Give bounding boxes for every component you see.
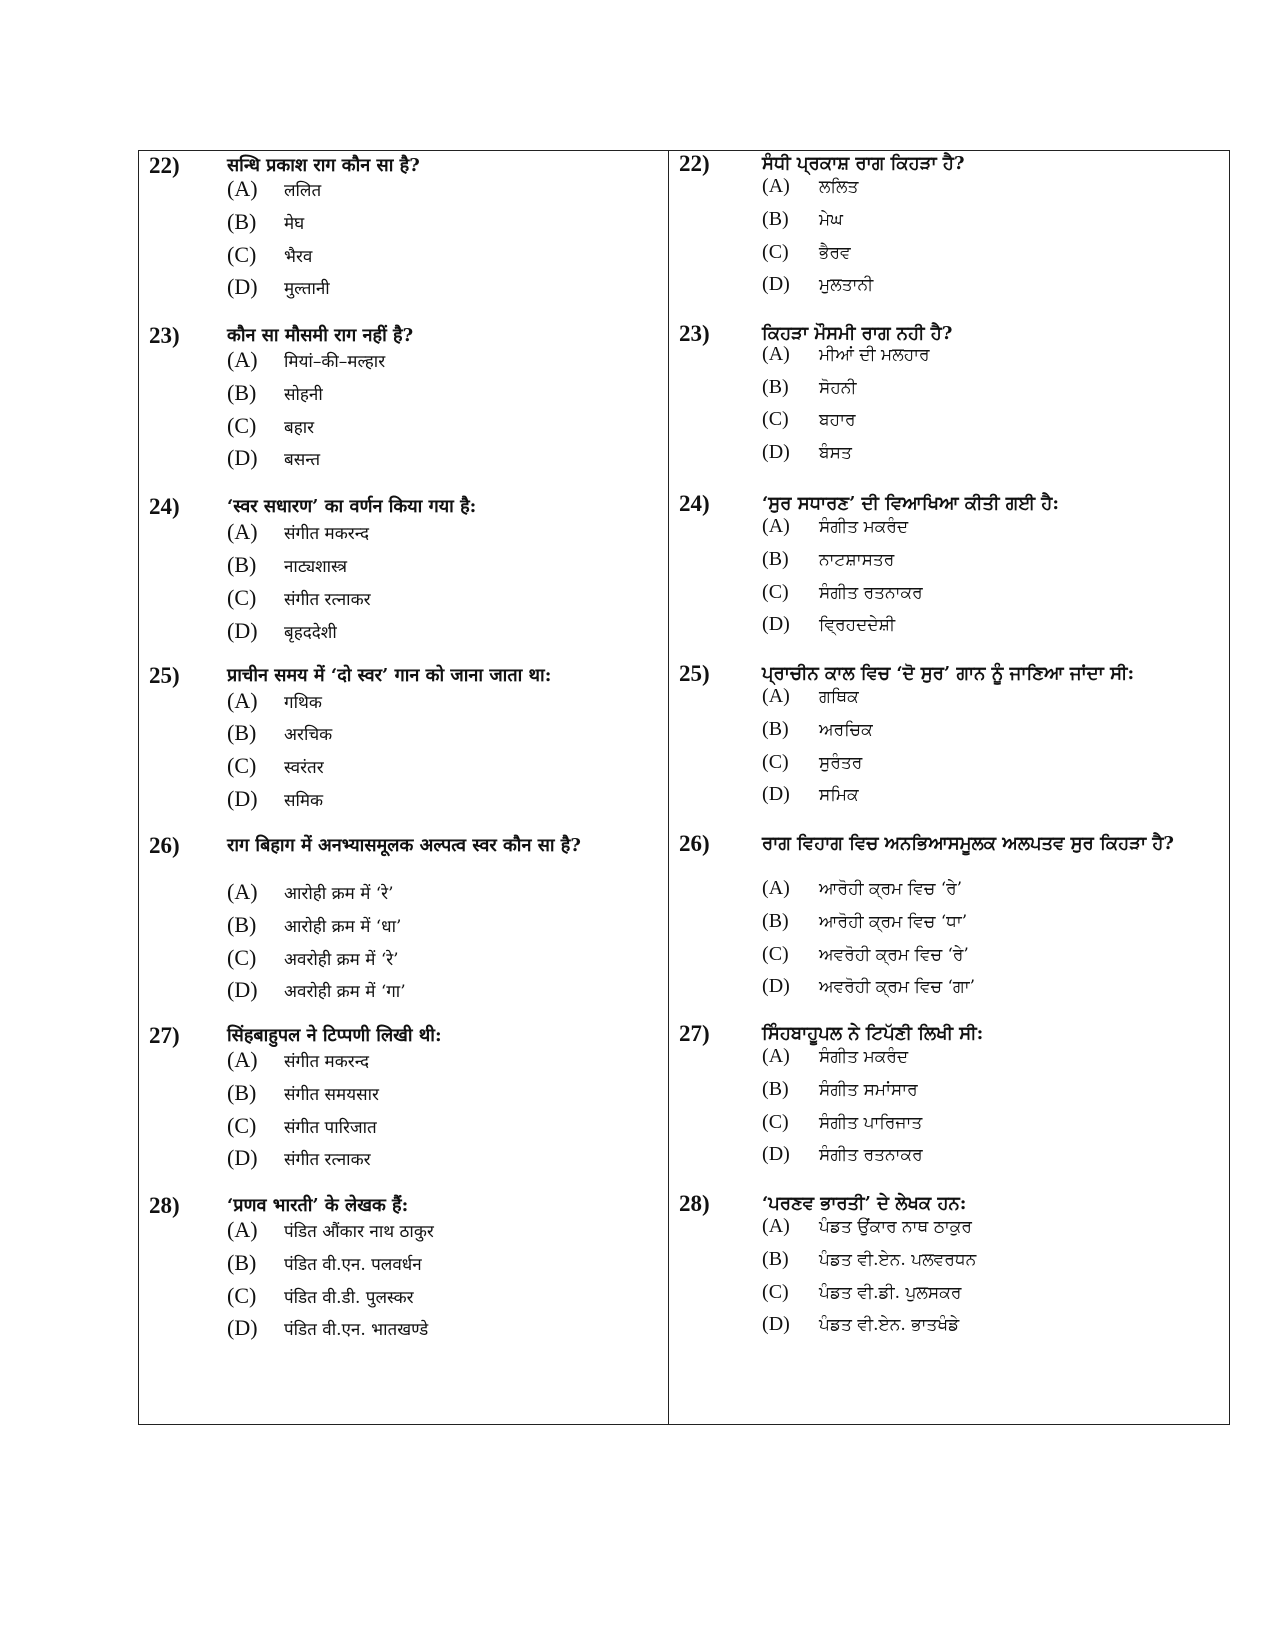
option-text: ਅਵਰੋਹੀ ਕ੍ਰਮ ਵਿਚ ‘ਗਾ’ (819, 977, 975, 997)
option-text: ਪੰਡਤ ਉਂਕਾਰ ਨਾਥ ਠਾਕੁਰ (819, 1217, 972, 1237)
option-b (227, 380, 323, 406)
option-a (762, 1045, 908, 1068)
option-c (227, 1113, 377, 1139)
option-text: पंडित वी.एन. भातखण्डे (284, 1320, 429, 1340)
question-number: 24) (149, 494, 180, 519)
option-label: (D) (762, 1143, 790, 1165)
option-b (227, 912, 401, 938)
option-text: ਬੰਸਤ (819, 443, 852, 463)
option-a (227, 176, 321, 202)
option-d (762, 441, 852, 464)
option-text: आरोही क्रम में ‘धा’ (284, 917, 402, 937)
option-label: (C) (762, 1281, 789, 1303)
option-text: सोहनी (284, 385, 323, 405)
option-text: ਗਥਿਕ (819, 687, 859, 707)
option-text: संगीत रत्नाकर (284, 1150, 371, 1170)
option-a (227, 1217, 434, 1243)
question-text: ਕਿਹੜਾ ਮੌਸਮੀ ਰਾਗ ਨਹੀ ਹੈ? (762, 323, 953, 344)
question-text: ਸਿੰਹਬਾਹੂਪਲ ਨੇ ਟਿਪੱਣੀ ਲਿਖੀ ਸੀ: (762, 1023, 984, 1044)
option-text: ਸੰਗੀਤ ਮਕਰੰਦ (819, 517, 909, 537)
option-text: ਭੈਰਵ (819, 243, 851, 263)
option-text: ਅਵਰੋਹੀ ਕ੍ਰਮ ਵਿਚ ‘ਰੇ’ (819, 945, 969, 965)
question-text: ਪ੍ਰਾਚੀਨ ਕਾਲ ਵਿਚ ‘ਦੋ ਸੁਰ’ ਗਾਨ ਨੂੰ ਜਾਣਿਆ ਜਾਂਦਾ ਸੀ: (762, 663, 1135, 684)
option-label: (C) (227, 1283, 257, 1308)
option-label: (C) (227, 242, 257, 267)
option-a (762, 175, 858, 198)
option-label: (B) (227, 209, 257, 234)
option-label: (A) (227, 1217, 258, 1242)
option-c (762, 581, 923, 604)
question-number: 27) (149, 1023, 180, 1048)
option-label: (D) (227, 977, 258, 1002)
option-text: ਸੋਹਨੀ (819, 378, 857, 398)
option-label: (D) (762, 441, 790, 463)
question-number: 22) (149, 153, 180, 178)
option-text: ਆਰੋਹੀ ਕ੍ਰਮ ਵਿਚ ‘ਧਾ’ (819, 912, 968, 932)
option-c (227, 585, 371, 611)
option-d (762, 613, 895, 636)
option-label: (B) (762, 718, 789, 740)
option-text: संगीत रत्नाकर (284, 590, 371, 610)
option-label: (A) (227, 1047, 258, 1072)
option-text: ਬਹਾਰ (819, 410, 856, 430)
option-text: ਨਾਟਸ਼ਾਸਤਰ (819, 550, 895, 570)
option-text: अवरोही क्रम में ‘गा’ (284, 982, 406, 1002)
option-d (227, 445, 320, 471)
option-label: (C) (227, 585, 257, 610)
option-text: अरचिक (284, 725, 333, 745)
option-a (227, 688, 322, 714)
option-c (227, 753, 324, 779)
option-text: अवरोही क्रम में ‘रे’ (284, 950, 399, 970)
question-number: 26) (679, 831, 710, 856)
option-text: मेघ (284, 214, 305, 234)
option-label: (C) (227, 753, 257, 778)
question-number: 28) (679, 1191, 710, 1216)
option-label: (B) (762, 548, 789, 570)
option-a (762, 343, 930, 366)
question-number: 25) (149, 663, 180, 688)
punjabi-column (669, 151, 1229, 1424)
option-text: आरोही क्रम में ‘रे’ (284, 884, 394, 904)
option-text: समिक (284, 791, 324, 811)
option-label: (B) (227, 720, 257, 745)
option-label: (A) (762, 877, 790, 899)
option-d (227, 618, 337, 644)
option-b (762, 910, 967, 933)
option-b (762, 208, 843, 231)
question-number: 23) (149, 323, 180, 348)
option-label: (B) (762, 1248, 789, 1270)
option-text: मियां–की–मल्हार (284, 352, 386, 372)
option-label: (A) (227, 176, 258, 201)
option-c (762, 408, 855, 431)
option-label: (A) (227, 688, 258, 713)
option-text: ਲਲਿਤ (819, 177, 859, 197)
option-b (227, 720, 332, 746)
option-label: (C) (227, 1113, 257, 1138)
option-text: बसन्त (284, 450, 321, 470)
hindi-column (139, 151, 669, 1424)
option-label: (B) (762, 376, 789, 398)
option-text: ਸੰਗੀਤ ਰਤਨਾਕਰ (819, 1145, 923, 1165)
question-text: ‘स्वर सधारण’ का वर्णन किया गया है: (227, 496, 477, 517)
question-number: 28) (149, 1193, 180, 1218)
option-text: ਸੰਗੀਤ ਰਤਨਾਕਰ (819, 583, 923, 603)
option-label: (C) (762, 1111, 789, 1133)
option-b (227, 1250, 422, 1276)
option-text: मुल्तानी (284, 279, 330, 299)
question-text: सन्धि प्रकाश राग कौन सा है? (227, 155, 420, 176)
option-label: (C) (762, 751, 789, 773)
option-label: (C) (227, 945, 257, 970)
option-a (227, 1047, 369, 1073)
option-d (227, 1315, 428, 1341)
option-d (762, 975, 975, 998)
question-table (138, 150, 1230, 1425)
option-label: (A) (762, 685, 790, 707)
option-label: (A) (762, 1215, 790, 1237)
option-label: (D) (227, 445, 258, 470)
option-text: गथिक (284, 693, 322, 713)
option-d (227, 977, 406, 1003)
option-c (762, 241, 851, 264)
option-label: (A) (227, 347, 258, 372)
option-label: (D) (227, 1145, 258, 1170)
question-number: 26) (149, 833, 180, 858)
question-text: कौन सा मौसमी राग नहीं है? (227, 325, 414, 346)
option-text: ਪੰਡਤ ਵੀ.ਏਨ. ਭਾਤਖੰਡੇ (819, 1315, 960, 1335)
option-text: संगीत समयसार (284, 1085, 379, 1105)
option-label: (D) (762, 613, 790, 635)
option-a (762, 515, 908, 538)
option-a (762, 877, 962, 900)
option-text: ਮੁਲਤਾਨੀ (819, 275, 874, 295)
option-c (227, 1283, 414, 1309)
option-text: ਅਰਚਿਕ (819, 720, 873, 740)
option-label: (A) (762, 1045, 790, 1067)
question-number: 23) (679, 321, 710, 346)
option-c (762, 1111, 922, 1134)
option-label: (D) (227, 618, 258, 643)
option-label: (C) (762, 581, 789, 603)
option-d (762, 783, 859, 806)
option-label: (A) (762, 175, 790, 197)
question-text: राग बिहाग में अनभ्यासमूलक अल्पत्व स्वर कौन सा है? (227, 835, 581, 856)
question-text: ‘प्रणव भारती’ के लेखक हैं: (227, 1195, 409, 1216)
option-text: ਸੁਰੰਤਰ (819, 753, 863, 773)
question-number: 24) (679, 491, 710, 516)
option-text: बहार (284, 418, 315, 438)
question-text: ‘ਪਰਣਵ ਭਾਰਤੀ’ ਦੇ ਲੇਖਕ ਹਨ: (762, 1193, 967, 1214)
option-text: ਪੰਡਤ ਵੀ.ਏਨ. ਪਲਵਰਧਨ (819, 1250, 977, 1270)
option-b (762, 1078, 918, 1101)
option-c (762, 1281, 961, 1304)
question-text: प्राचीन समय में ‘दो स्वर’ गान को जाना जाता था: (227, 665, 552, 686)
option-label: (A) (227, 519, 258, 544)
option-text: संगीत पारिजात (284, 1118, 377, 1138)
option-label: (D) (227, 786, 258, 811)
question-number: 25) (679, 661, 710, 686)
option-text: ਸੰਗੀਤ ਪਾਰਿਜਾਤ (819, 1113, 923, 1133)
option-label: (C) (762, 943, 789, 965)
question-text: ‘ਸੁਰ ਸਧਾਰਣ’ ਦੀ ਵਿਆਖਿਆ ਕੀਤੀ ਗਈ ਹੈ: (762, 493, 1059, 514)
option-c (227, 945, 399, 971)
option-label: (B) (227, 912, 257, 937)
option-text: पंडित औंकार नाथ ठाकुर (284, 1222, 434, 1242)
option-text: बृहददेशी (284, 623, 337, 643)
question-text: ਸੰਧੀ ਪ੍ਰਕਾਸ਼ ਰਾਗ ਕਿਹੜਾ ਹੈ? (762, 153, 965, 174)
option-text: स्वरंतर (284, 758, 324, 778)
option-text: ਸੰਗੀਤ ਮਕਰੰਦ (819, 1047, 909, 1067)
option-text: भैरव (284, 247, 313, 267)
option-label: (B) (227, 552, 257, 577)
option-a (227, 879, 394, 905)
option-text: ਆਰੋਹੀ ਕ੍ਰਮ ਵਿਚ ‘ਰੇ’ (819, 879, 963, 899)
option-b (762, 376, 857, 399)
option-label: (C) (762, 408, 789, 430)
option-label: (C) (762, 241, 789, 263)
option-b (762, 718, 873, 741)
option-label: (B) (227, 380, 257, 405)
option-d (227, 786, 323, 812)
option-a (227, 347, 385, 373)
option-text: ਪੰਡਤ ਵੀ.ਡੀ. ਪੁਲਸਕਰ (819, 1283, 962, 1303)
option-label: (A) (762, 515, 790, 537)
option-d (762, 273, 873, 296)
option-c (762, 943, 969, 966)
question-text: ਰਾਗ ਵਿਹਾਗ ਵਿਚ ਅਨਭਿਆਸਮੂਲਕ ਅਲਪਤਵ ਸੁਰ ਕਿਹੜਾ ਹੈ? (762, 833, 1174, 854)
option-c (762, 751, 862, 774)
option-text: पंडित वी.डी. पुलस्कर (284, 1288, 414, 1308)
option-d (762, 1143, 923, 1166)
option-b (762, 1248, 976, 1271)
question-text: सिंहबाहुपल ने टिप्पणी लिखी थी: (227, 1025, 442, 1046)
option-a (762, 1215, 972, 1238)
option-label: (D) (762, 975, 790, 997)
option-d (227, 1145, 371, 1171)
option-label: (B) (762, 1078, 789, 1100)
option-text: ਵ੍ਰਿਹਦਦੇਸ਼ੀ (819, 615, 896, 635)
option-text: ललित (284, 181, 322, 201)
option-d (227, 274, 330, 300)
option-a (227, 519, 369, 545)
option-label: (B) (227, 1250, 257, 1275)
option-b (227, 209, 304, 235)
question-number: 22) (679, 151, 710, 176)
option-c (227, 413, 314, 439)
option-text: ਮੇਘ (819, 210, 843, 230)
option-text: पंडित वी.एन. पलवर्धन (284, 1255, 422, 1275)
option-a (762, 685, 859, 708)
option-d (762, 1313, 959, 1336)
option-label: (C) (227, 413, 257, 438)
option-label: (D) (227, 274, 258, 299)
question-number: 27) (679, 1021, 710, 1046)
option-label: (D) (227, 1315, 258, 1340)
option-text: नाट्यशास्त्र (284, 557, 348, 577)
option-c (227, 242, 312, 268)
option-text: ਸਮਿਕ (819, 785, 859, 805)
option-label: (D) (762, 1313, 790, 1335)
option-label: (B) (762, 910, 789, 932)
option-text: संगीत मकरन्द (284, 524, 370, 544)
option-text: संगीत मकरन्द (284, 1052, 370, 1072)
option-b (227, 552, 347, 578)
option-label: (D) (762, 783, 790, 805)
option-b (762, 548, 894, 571)
option-label: (A) (227, 879, 258, 904)
option-label: (B) (227, 1080, 257, 1105)
option-label: (A) (762, 343, 790, 365)
option-b (227, 1080, 379, 1106)
option-label: (B) (762, 208, 789, 230)
option-text: ਸੰਗੀਤ ਸਮਾਂਸਾਰ (819, 1080, 918, 1100)
option-text: ਮੀਆਂ ਦੀ ਮਲਹਾਰ (819, 345, 930, 365)
option-label: (D) (762, 273, 790, 295)
